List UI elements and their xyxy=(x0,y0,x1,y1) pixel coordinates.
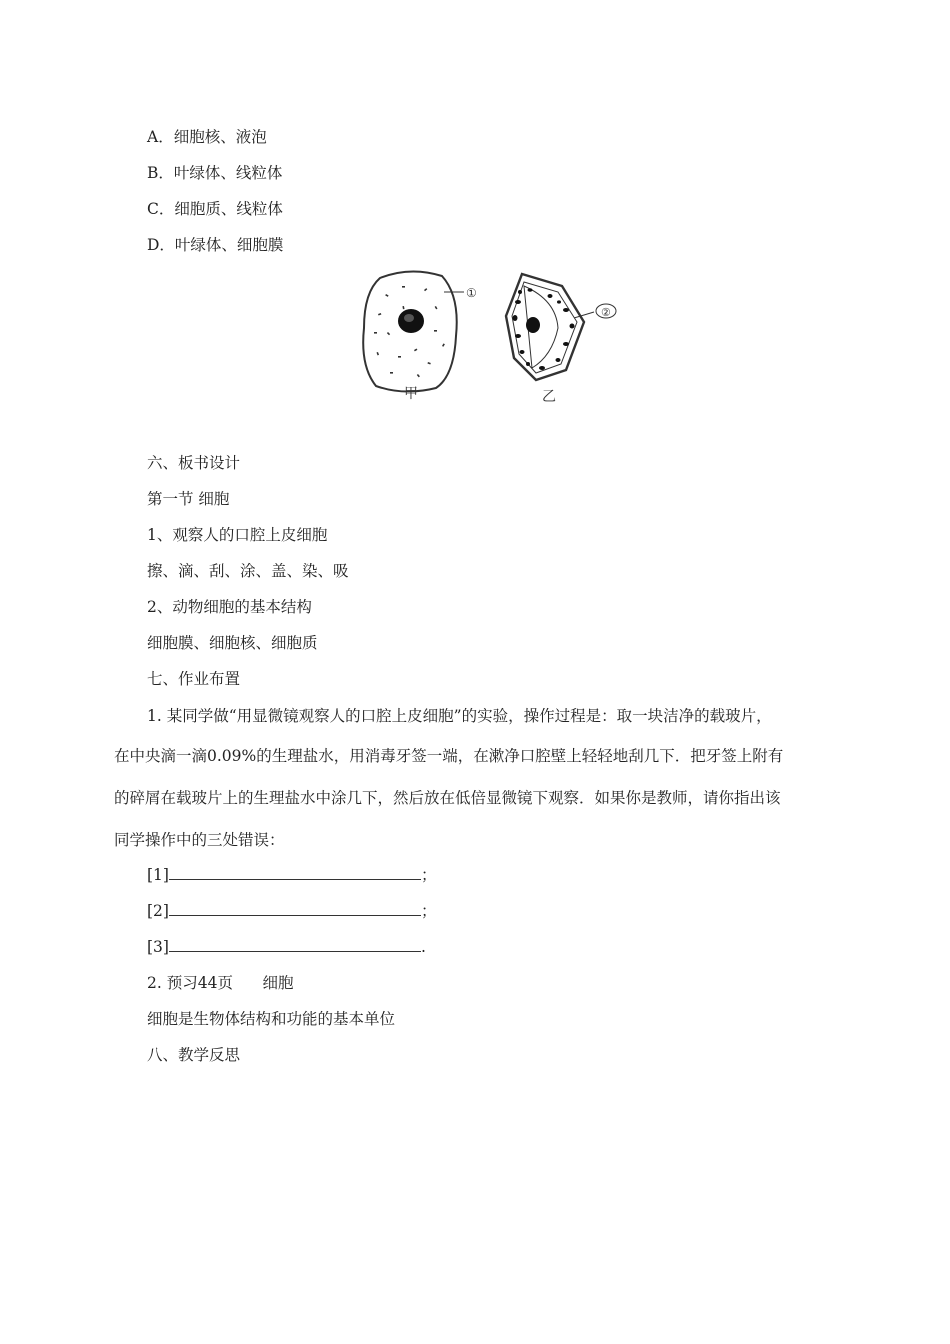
callout-1: ① xyxy=(466,286,477,300)
blank-line[interactable] xyxy=(169,865,421,880)
section6-item1: 1、观察人的口腔上皮细胞 xyxy=(147,526,328,544)
section6-steps: 擦、滴、刮、涂、盖、染、吸 xyxy=(147,562,349,580)
callout-line-2 xyxy=(574,312,594,318)
q1-line-1: 1. 某同学做“用显微镜观察人的口腔上皮细胞”的实验，操作过程是：取一块洁净的载玻片， xyxy=(147,707,772,725)
q1-line-2: 在中央滴一滴0.09%的生理盐水，用消毒牙签一端，在漱净口腔壁上轻轻地刮几下．把牙签上附有 xyxy=(114,747,784,765)
option-b: B．叶绿体、线粒体 xyxy=(147,164,283,182)
section7-heading: 七、作业布置 xyxy=(147,670,241,688)
q1-line-3: 的碎屑在载玻片上的生理盐水中涂几下，然后放在低倍显微镜下观察．如果你是教师，请你指出该 xyxy=(114,789,781,807)
section6-title: 第一节 细胞 xyxy=(147,490,230,508)
callout-2: ② xyxy=(601,306,611,319)
q1-line-4: 同学操作中的三处错误： xyxy=(114,831,285,849)
answer-blank-2[interactable] xyxy=(147,901,436,921)
option-c: C．细胞质、线粒体 xyxy=(147,200,283,218)
answer-blank-1[interactable] xyxy=(147,865,436,885)
label-yi: 乙 xyxy=(542,389,556,405)
blank-end: ； xyxy=(420,902,437,920)
plant-cell xyxy=(506,274,584,380)
section6-item2: 2、动物细胞的基本结构 xyxy=(147,598,312,616)
blank-line[interactable] xyxy=(169,937,421,952)
blank-label: [3] xyxy=(147,938,169,956)
label-jia: 甲 xyxy=(404,386,418,402)
section6-structures: 细胞膜、细胞核、细胞质 xyxy=(147,634,318,652)
q2: 2. 预习44页 细胞 xyxy=(147,974,294,992)
option-d: D．叶绿体、细胞膜 xyxy=(147,236,284,254)
blank-end: . xyxy=(420,938,426,956)
cell-diagram xyxy=(352,266,627,408)
blank-end: ； xyxy=(420,866,437,884)
option-a: A．细胞核、液泡 xyxy=(147,128,267,146)
section6-heading: 六、板书设计 xyxy=(147,454,241,472)
q2-sub: 细胞是生物体结构和功能的基本单位 xyxy=(147,1010,396,1028)
section8-heading: 八、教学反思 xyxy=(147,1046,241,1064)
blank-label: [2] xyxy=(147,902,169,920)
blank-label: [1] xyxy=(147,866,169,884)
answer-blank-3[interactable] xyxy=(147,937,426,957)
blank-line[interactable] xyxy=(169,901,421,916)
animal-cell xyxy=(363,271,457,391)
